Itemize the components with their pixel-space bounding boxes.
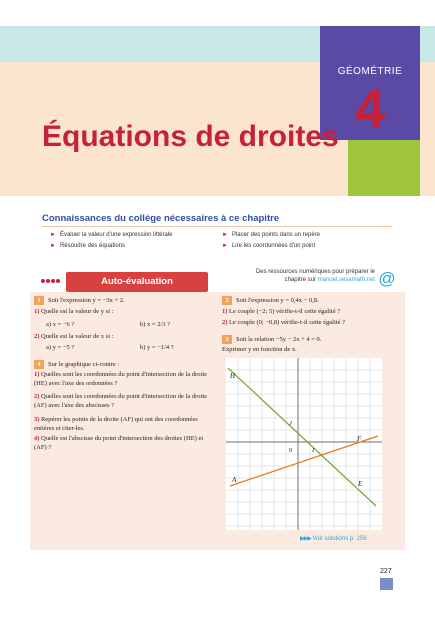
prerequisite-item: ► Placer des points dans un repère bbox=[222, 232, 321, 238]
resources-link[interactable]: manuel.sesamath.net bbox=[317, 277, 375, 283]
exercise-1-q2a: a) y = −5 ? bbox=[46, 344, 75, 351]
prerequisite-item: ► Résoudre des équations bbox=[50, 243, 125, 249]
chapter-title: Équations de droites bbox=[42, 120, 339, 153]
header-accent-green bbox=[348, 140, 420, 196]
page-number: 227 bbox=[380, 568, 392, 575]
exercise-1-q1: 1) Quelle est la valeur de y si : bbox=[34, 308, 114, 315]
exercise-1-q2b: b) y = −1/4 ? bbox=[140, 344, 174, 351]
exercise-3-q: Exprimer y en fonction de x. bbox=[222, 346, 297, 353]
coordinate-graph bbox=[226, 358, 382, 530]
label-a: A bbox=[232, 476, 237, 484]
exercise-number: 3 bbox=[222, 335, 232, 344]
label-j: J bbox=[289, 420, 292, 427]
label-origin: 0 bbox=[289, 447, 293, 454]
triple-arrow-icon: ▶▶▶ bbox=[300, 536, 311, 542]
exercise-2-q2: 2) Le couple (0; −0,8) vérifie-t-il cette égalité ? bbox=[222, 319, 345, 326]
label-e: E bbox=[358, 480, 363, 488]
label-i: I bbox=[312, 447, 315, 454]
exercise-4-q2: 2) Quelles sont les coordonnées du point d'intersection de la droite (AF) avec l'axe des abscisses ? bbox=[34, 393, 208, 409]
prerequisites-heading: Connaissances du collège nécessaires à ce chapitre bbox=[42, 213, 280, 224]
exercise-1-q1b: b) x = 2/3 ? bbox=[140, 321, 171, 328]
chapter-category: GÉOMÉTRIE bbox=[337, 66, 403, 77]
exercise-number: 1 bbox=[34, 296, 44, 305]
arrow-icon: ► bbox=[222, 232, 228, 238]
exercise-number: 2 bbox=[222, 296, 232, 305]
label-h: H bbox=[230, 372, 236, 380]
arrow-icon: ► bbox=[50, 243, 56, 249]
arrow-icon: ► bbox=[50, 232, 56, 238]
exercise-1-intro: 1 Soit l'expression y = −3x + 2. bbox=[34, 296, 214, 305]
prerequisites-divider bbox=[42, 226, 392, 227]
label-f: F bbox=[357, 435, 362, 443]
prerequisite-item: ► Lire les coordonnées d'un point bbox=[222, 243, 316, 249]
arrow-icon: ► bbox=[222, 243, 228, 249]
at-sign-icon: @ bbox=[378, 269, 396, 288]
chapter-number: 4 bbox=[354, 79, 386, 139]
auto-eval-banner: Auto-évaluation bbox=[66, 272, 208, 292]
exercise-2-intro: 2 Soit l'expression y = 0,4x − 0,8. bbox=[222, 296, 402, 305]
exercise-4-q1: 1) Quelles sont les coordonnées du point d'intersection de la droite (HE) avec l'axe des ordonnées ? bbox=[34, 371, 208, 387]
exercise-4-q3: 3) Repérer les points de la droite (AF) qui ont des coordonnées entières et citer-les. bbox=[34, 416, 198, 432]
exercise-1-q2: 2) Quelle est la valeur de x si : bbox=[34, 333, 114, 340]
exercise-4-q4: 4) Quelle est l'abscisse du point d'intersection des droites (HE) et (AF) ? bbox=[34, 435, 204, 451]
exercise-4-intro: 4 Sur le graphique ci-contre : bbox=[34, 360, 214, 369]
exercise-2-q1: 1) Le couple (−2; 5) vérifie-t-il cette égalité ? bbox=[222, 308, 341, 315]
solutions-link[interactable]: ▶▶▶ Voir solutions p. 259 bbox=[300, 536, 367, 542]
prerequisite-item: ► Évaluer la valeur d'une expression littérale bbox=[50, 232, 173, 238]
exercise-number: 4 bbox=[34, 360, 44, 369]
resources-text: Des ressources numériques pour préparer le chapitre sur manuel.sesamath.net bbox=[255, 269, 375, 283]
exercise-1-q1a: a) x = −6 ? bbox=[46, 321, 75, 328]
page-marker bbox=[380, 578, 393, 590]
exercise-3-intro: 3 Soit la relation −5y − 2x + 4 = 0. bbox=[222, 335, 402, 344]
graph-background bbox=[226, 358, 382, 530]
